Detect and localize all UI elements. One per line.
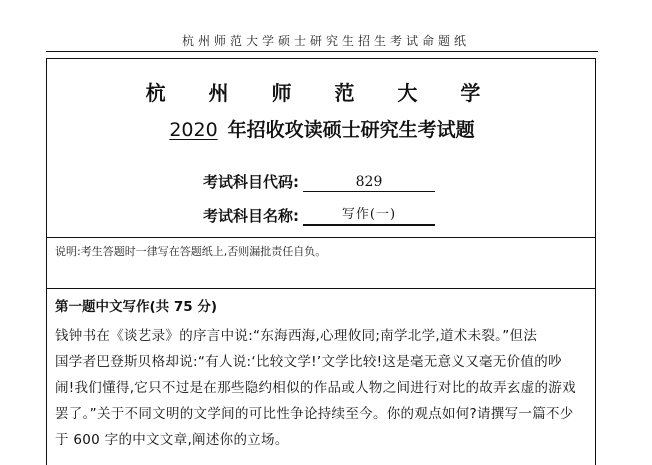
subject-code-value: 829 bbox=[303, 173, 435, 192]
question-line: 闹!我们懂得,它只不过是在那些隐约相似的作品或人物之间进行对比的故弄玄虚的游戏 bbox=[55, 380, 576, 396]
subject-name-label: 考试科目名称: bbox=[203, 207, 299, 225]
exam-paper-box bbox=[46, 58, 596, 465]
running-header: 杭州师范大学硕士研究生招生考试命题纸 bbox=[181, 34, 470, 48]
question-line: 于 600 字的中文文章,阐述你的立场。 bbox=[55, 432, 289, 448]
instructions-text: 说明:考生答题时一律写在答题纸上,否则漏批责任自负。 bbox=[55, 245, 327, 258]
question-body bbox=[55, 323, 587, 453]
subject-name-value: 写作(一) bbox=[303, 206, 435, 226]
question-line: 国学者巴登斯贝格却说:“有人说:‘比较文学!’文学比较!这是毫无意义又毫无价值的吵 bbox=[55, 354, 562, 370]
subject-code-label: 考试科目代码: bbox=[203, 173, 299, 191]
question-heading: 第一题中文写作(共 75 分) bbox=[55, 299, 218, 315]
exam-title-text: 年招收攻读硕士研究生考试题 bbox=[227, 119, 475, 141]
question-line: 钱钟书在《谈艺录》的序言中说:“东海西海,心理攸同;南学北学,道术未裂。”但法 bbox=[55, 328, 538, 344]
section-divider bbox=[47, 237, 595, 238]
subject-name-row bbox=[203, 205, 435, 229]
exam-year: 2020 bbox=[169, 119, 218, 141]
header-divider bbox=[46, 51, 598, 52]
university-name: 杭 州 师 范 大 学 bbox=[145, 81, 499, 105]
question-line: 罢了。”关于不同文明的文学间的可比性争论持续至今。你的观点如何?请撰写一篇不少 bbox=[55, 406, 574, 422]
subject-code-row bbox=[203, 171, 435, 195]
section-divider bbox=[47, 288, 595, 289]
exam-title bbox=[47, 115, 597, 142]
